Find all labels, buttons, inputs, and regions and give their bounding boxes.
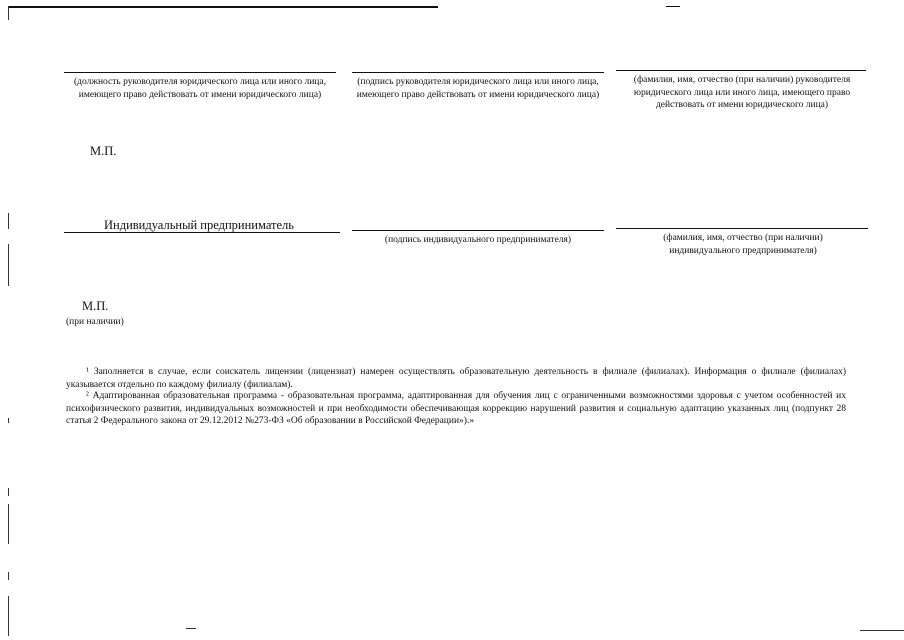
footnote-2 <box>66 390 846 428</box>
position-caption: (должность руководителя юридического лица или иного лица, имеющего право действовать от имени юридического лица) <box>74 77 326 100</box>
ip-name-caption: (фамилия, имя, отчество (при наличии) индивидуального предпринимателя) <box>663 233 823 256</box>
top-border-dash <box>666 6 680 7</box>
footnote-2-marker: ² <box>86 391 89 401</box>
ip-stamp-note: (при наличии) <box>66 317 124 327</box>
footnote-2-text: Адаптированная образовательная программа - образовательная программа, адаптированная для обучения лиц с ограниченными возможностями здоровья с учетом особенностей их психофизического развития, индивидуальных возможностей и при необходимости обеспечивающая коррекцию нарушений развития и социальную адаптацию указанных лиц (подпункт 28 статья 2 Федерального закона от 29.12.2012 №273-ФЗ «Об образовании в Российской Федерации»).» <box>66 391 847 426</box>
left-edge-mark <box>8 572 9 580</box>
name-caption: (фамилия, имя, отчество (при наличии) руководителя юридического лица или иного лица, имеющего право действовать от имени юридического лица) <box>633 75 851 110</box>
footnote-1-text: Заполняется в случае, если соискатель лицензии (лицензиат) намерен осуществлять образовательную деятельность в филиале (филиалах). Информация о филиале (филиалах) указывается отдельно по каждому филиалу (филиалам). <box>66 367 847 390</box>
left-edge-mark <box>8 504 9 544</box>
ip-name-line <box>616 228 868 229</box>
left-edge-mark <box>8 244 9 286</box>
signature-line <box>352 72 604 73</box>
bottom-edge-dash <box>860 630 904 631</box>
left-edge-mark <box>8 596 9 636</box>
ip-title-line <box>64 232 340 233</box>
ip-stamp-label: М.П. <box>82 299 109 313</box>
footnote-1-marker: ¹ <box>86 367 89 377</box>
position-line <box>64 72 336 73</box>
ip-title: Индивидуальный предприниматель <box>104 218 294 232</box>
left-edge-mark <box>8 6 9 20</box>
left-edge-mark <box>8 488 9 496</box>
ip-signature-caption: (подпись индивидуального предпринимателя) <box>384 235 572 245</box>
left-edge-mark <box>8 213 9 229</box>
left-edge-mark <box>8 418 9 423</box>
bottom-edge-dash <box>186 628 196 629</box>
footnote-1 <box>66 366 846 391</box>
signature-caption: (подпись руководителя юридического лица или иного лица, имеющего право действовать от имени юридического лица) <box>356 77 600 100</box>
stamp-label: М.П. <box>90 144 117 158</box>
name-line <box>616 70 866 71</box>
ip-signature-line <box>352 230 604 231</box>
top-border-line <box>8 6 438 8</box>
